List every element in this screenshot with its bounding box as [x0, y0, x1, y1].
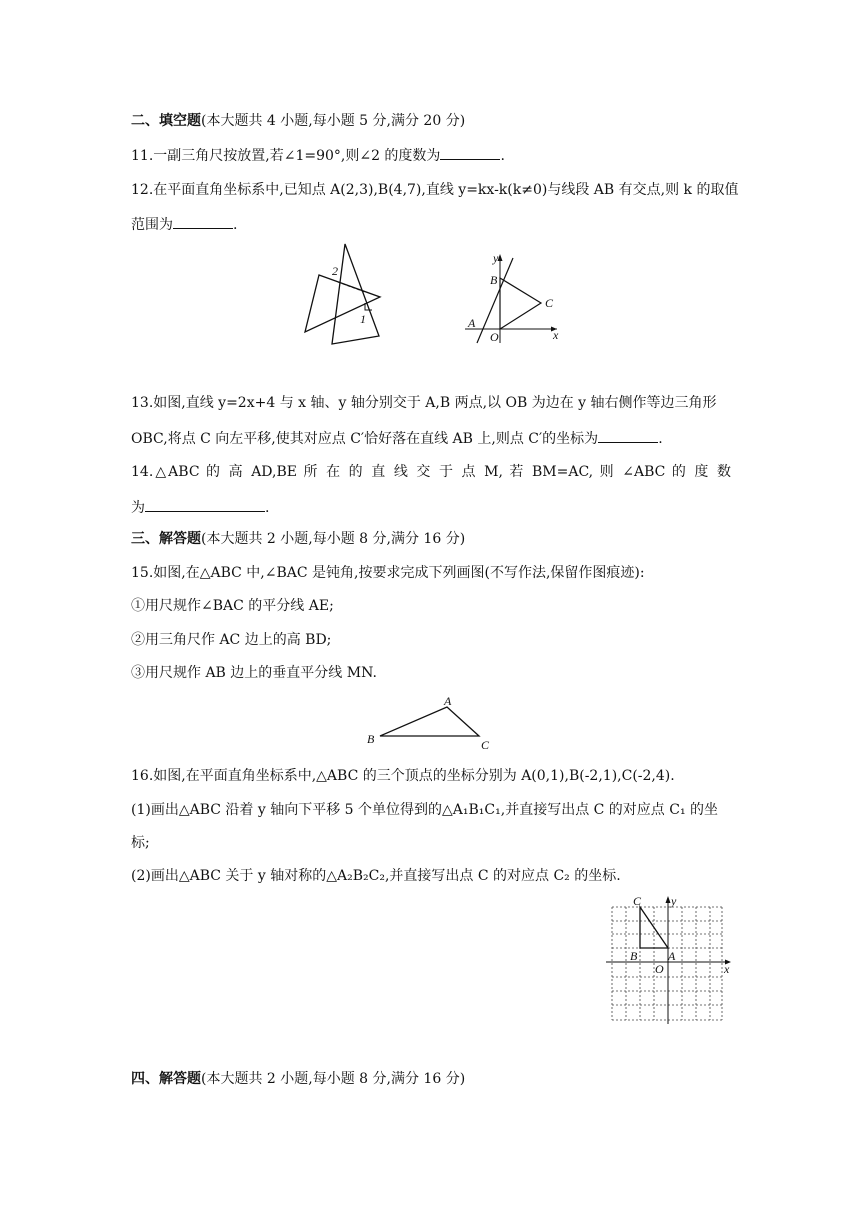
section-3-title: 三、解答题 — [131, 531, 201, 547]
question-16-item1-line2: 标; — [131, 835, 150, 851]
label-o: O — [655, 962, 664, 976]
section-2-note: (本大题共 4 小题,每小题 5 分,满分 20 分) — [201, 113, 466, 129]
angle-2-label: 2 — [332, 264, 338, 278]
angle-1-label: 1 — [360, 312, 366, 326]
question-15-text: 15.如图,在△ABC 中,∠BAC 是钝角,按要求完成下列画图(不写作法,保留作图痕迹): — [131, 565, 645, 581]
triangle-abc — [380, 707, 479, 736]
question-14-line1: 14.△ABC 的 高 AD,BE 所 在 的 直 线 交 于 点 M, 若 BM=AC, 则 ∠ABC 的 度 数 — [131, 464, 731, 480]
section-4-title: 四、解答题 — [131, 1071, 201, 1087]
answer-blank[interactable] — [145, 497, 265, 512]
section-4-note: (本大题共 2 小题,每小题 8 分,满分 16 分) — [201, 1071, 466, 1087]
y-arrow — [666, 896, 671, 903]
question-16-text: 16.如图,在平面直角坐标系中,△ABC 的三个顶点的坐标分别为 A(0,1),B(-2,1),C(-2,4). — [131, 768, 675, 784]
label-y: y — [671, 894, 677, 908]
question-11: 11.一副三角尺按放置,若∠1=90°,则∠2 的度数为 . — [131, 145, 731, 166]
section-2-title: 二、填空题 — [131, 113, 201, 129]
label-b: B — [367, 732, 375, 746]
section-2-header — [131, 111, 731, 131]
triangle-abc — [640, 907, 668, 948]
question-13-text: OBC,将点 C 向左平移,使其对应点 C′恰好落在直线 AB 上,则点 C′的坐标为 — [131, 431, 599, 447]
answer-blank[interactable] — [598, 428, 658, 443]
label-c: C — [481, 738, 490, 752]
section-4-header — [131, 1069, 731, 1089]
question-12-line1: 12.在平面直角坐标系中,已知点 A(2,3),B(4,7),直线 y=kx-k(k≠0)与线段 AB 有交点,则 k 的取值 — [131, 182, 739, 198]
label-b: B — [630, 949, 638, 963]
question-16-item2: (2)画出△ABC 关于 y 轴对称的△A₂B₂C₂,并直接写出点 C 的对应点 C₂ 的坐标. — [131, 868, 621, 884]
question-15-item2: ②用三角尺作 AC 边上的高 BD; — [131, 632, 332, 648]
figure-triangle-rulers — [295, 240, 395, 350]
ruler-triangle-2 — [305, 275, 380, 332]
figure-line-equilateral — [465, 248, 565, 348]
triangle-obc — [500, 278, 541, 329]
label-c: C — [545, 296, 554, 310]
figure-triangle-abc — [365, 693, 495, 753]
section-3-header — [131, 529, 731, 549]
grid-lines — [612, 907, 722, 1020]
question-16-item1-line1: (1)画出△ABC 沿着 y 轴向下平移 5 个单位得到的△A₁B₁C₁,并直接写出点 C 的对应点 C₁ 的坐 — [131, 802, 719, 818]
answer-blank[interactable] — [440, 145, 500, 160]
answer-blank[interactable] — [173, 214, 233, 229]
label-o: O — [490, 330, 499, 344]
question-15-item3: ③用尺规作 AB 边上的垂直平分线 MN. — [131, 665, 377, 681]
question-15-item1: ①用尺规作∠BAC 的平分线 AE; — [131, 598, 334, 614]
section-3-note: (本大题共 2 小题,每小题 8 分,满分 16 分) — [201, 531, 466, 547]
label-a: A — [444, 694, 452, 708]
question-13-line1: 13.如图,直线 y=2x+4 与 x 轴、y 轴分别交于 A,B 两点,以 OB 为边在 y 轴右侧作等边三角形 — [131, 395, 717, 411]
label-a: A — [468, 316, 476, 330]
label-a: A — [668, 949, 676, 963]
figure-coordinate-grid — [600, 893, 740, 1025]
label-y: y — [493, 251, 499, 265]
label-c: C — [633, 894, 642, 908]
question-14-line2: 为 . — [131, 497, 731, 518]
label-b: B — [490, 273, 498, 287]
question-12-text: 范围为 — [131, 217, 173, 233]
question-13-line2: OBC,将点 C 向左平移,使其对应点 C′恰好落在直线 AB 上,则点 C′的坐标为 . — [131, 428, 731, 449]
label-x: x — [724, 962, 730, 976]
question-12-line2: 范围为 . — [131, 214, 731, 235]
label-x: x — [553, 328, 559, 342]
question-14-text: 为 — [131, 500, 145, 516]
question-11-text: 11.一副三角尺按放置,若∠1=90°,则∠2 的度数为 — [131, 148, 441, 164]
